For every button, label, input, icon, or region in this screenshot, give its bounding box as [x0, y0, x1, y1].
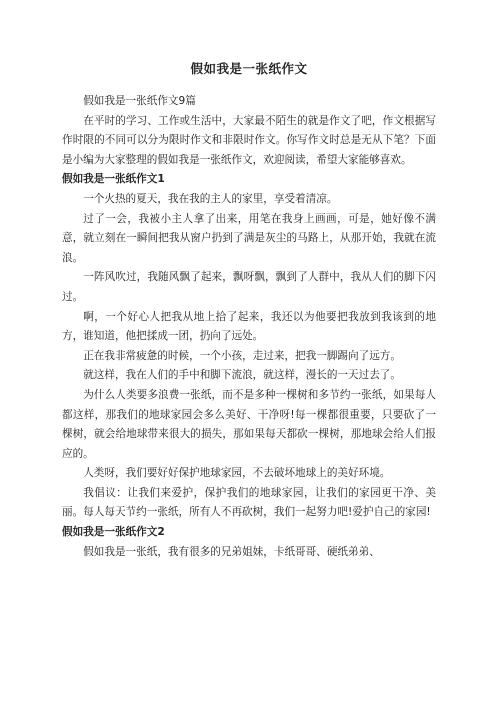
essay-2-heading: 假如我是一张纸作文2 — [62, 526, 165, 539]
essay-1-paragraph: 正在我非常疲惫的时候，一个小孩，走过来，把我一脚踢向了远方。 — [83, 349, 401, 362]
intro-line: 假如我是一张纸作文9篇 — [83, 95, 196, 107]
essay-1-paragraph: 就这样，我在人们的手中和脚下流浪，就这样，漫长的一天过去了。 — [83, 369, 401, 382]
essay-2-paragraph: 假如我是一张纸，我有很多的兄弟姐妹，卡纸哥哥、硬纸弟弟、 — [83, 545, 380, 558]
essay-1-paragraph: 一阵风吹过，我随风飘了起来，飘呀飘，飘到了人群中，我从人们的脚下闪过。 — [62, 271, 436, 303]
document-page — [62, 60, 436, 562]
essay-1-paragraph: 我倡议：让我们来爱护，保护我们的地球家园，让我们的家园更干净、美丽。每人每天节约一张纸，所有人不再砍树，我们一起努力吧!爱护自己的家园! — [62, 486, 436, 519]
essay-1-paragraph: 过了一会，我被小主人拿了出来，用笔在我身上画画，可是，她好像不满意，就立刻在一瞬间把我从窗户扔到了满是灰尘的马路上，从那开始，我就在流浪。 — [62, 212, 436, 264]
essay-1-paragraph: 人类呀，我们要好好保护地球家园，不去破坏地球上的美好环境。 — [83, 467, 391, 480]
essay-1-paragraph: 啊，一个好心人把我从地上拾了起来，我还以为他要把我放到我该到的地方，谁知道，他把揉成一团，扔向了远处。 — [62, 310, 436, 343]
essay-1-paragraph: 一个火热的夏天，我在我的主人的家里，享受着清凉。 — [83, 192, 338, 205]
essay-1-paragraph: 为什么人类要多浪费一张纸，而不是多种一棵树和多节约一张纸，如果每人都这样，那我们的地球家园会多么美好、干净呀!每一棵都很重要，只要砍了一棵树，就会给地球带来很大的损失，那如果每天都砍一棵树，那地球会给人们报应的。 — [62, 388, 436, 460]
essay-1-heading: 假如我是一张纸作文1 — [62, 173, 165, 186]
document-title: 假如我是一张纸作文 — [190, 61, 308, 76]
intro-paragraph: 在平时的学习、工作或生活中，大家最不陌生的就是作文了吧，作文根据写作时限的不同可以分为限时作文和非限时作文。你写作文时总是无从下笔？下面是小编为大家整理的假如我是一张纸作文，欢迎阅读，希望大家能够喜欢。 — [62, 114, 436, 166]
